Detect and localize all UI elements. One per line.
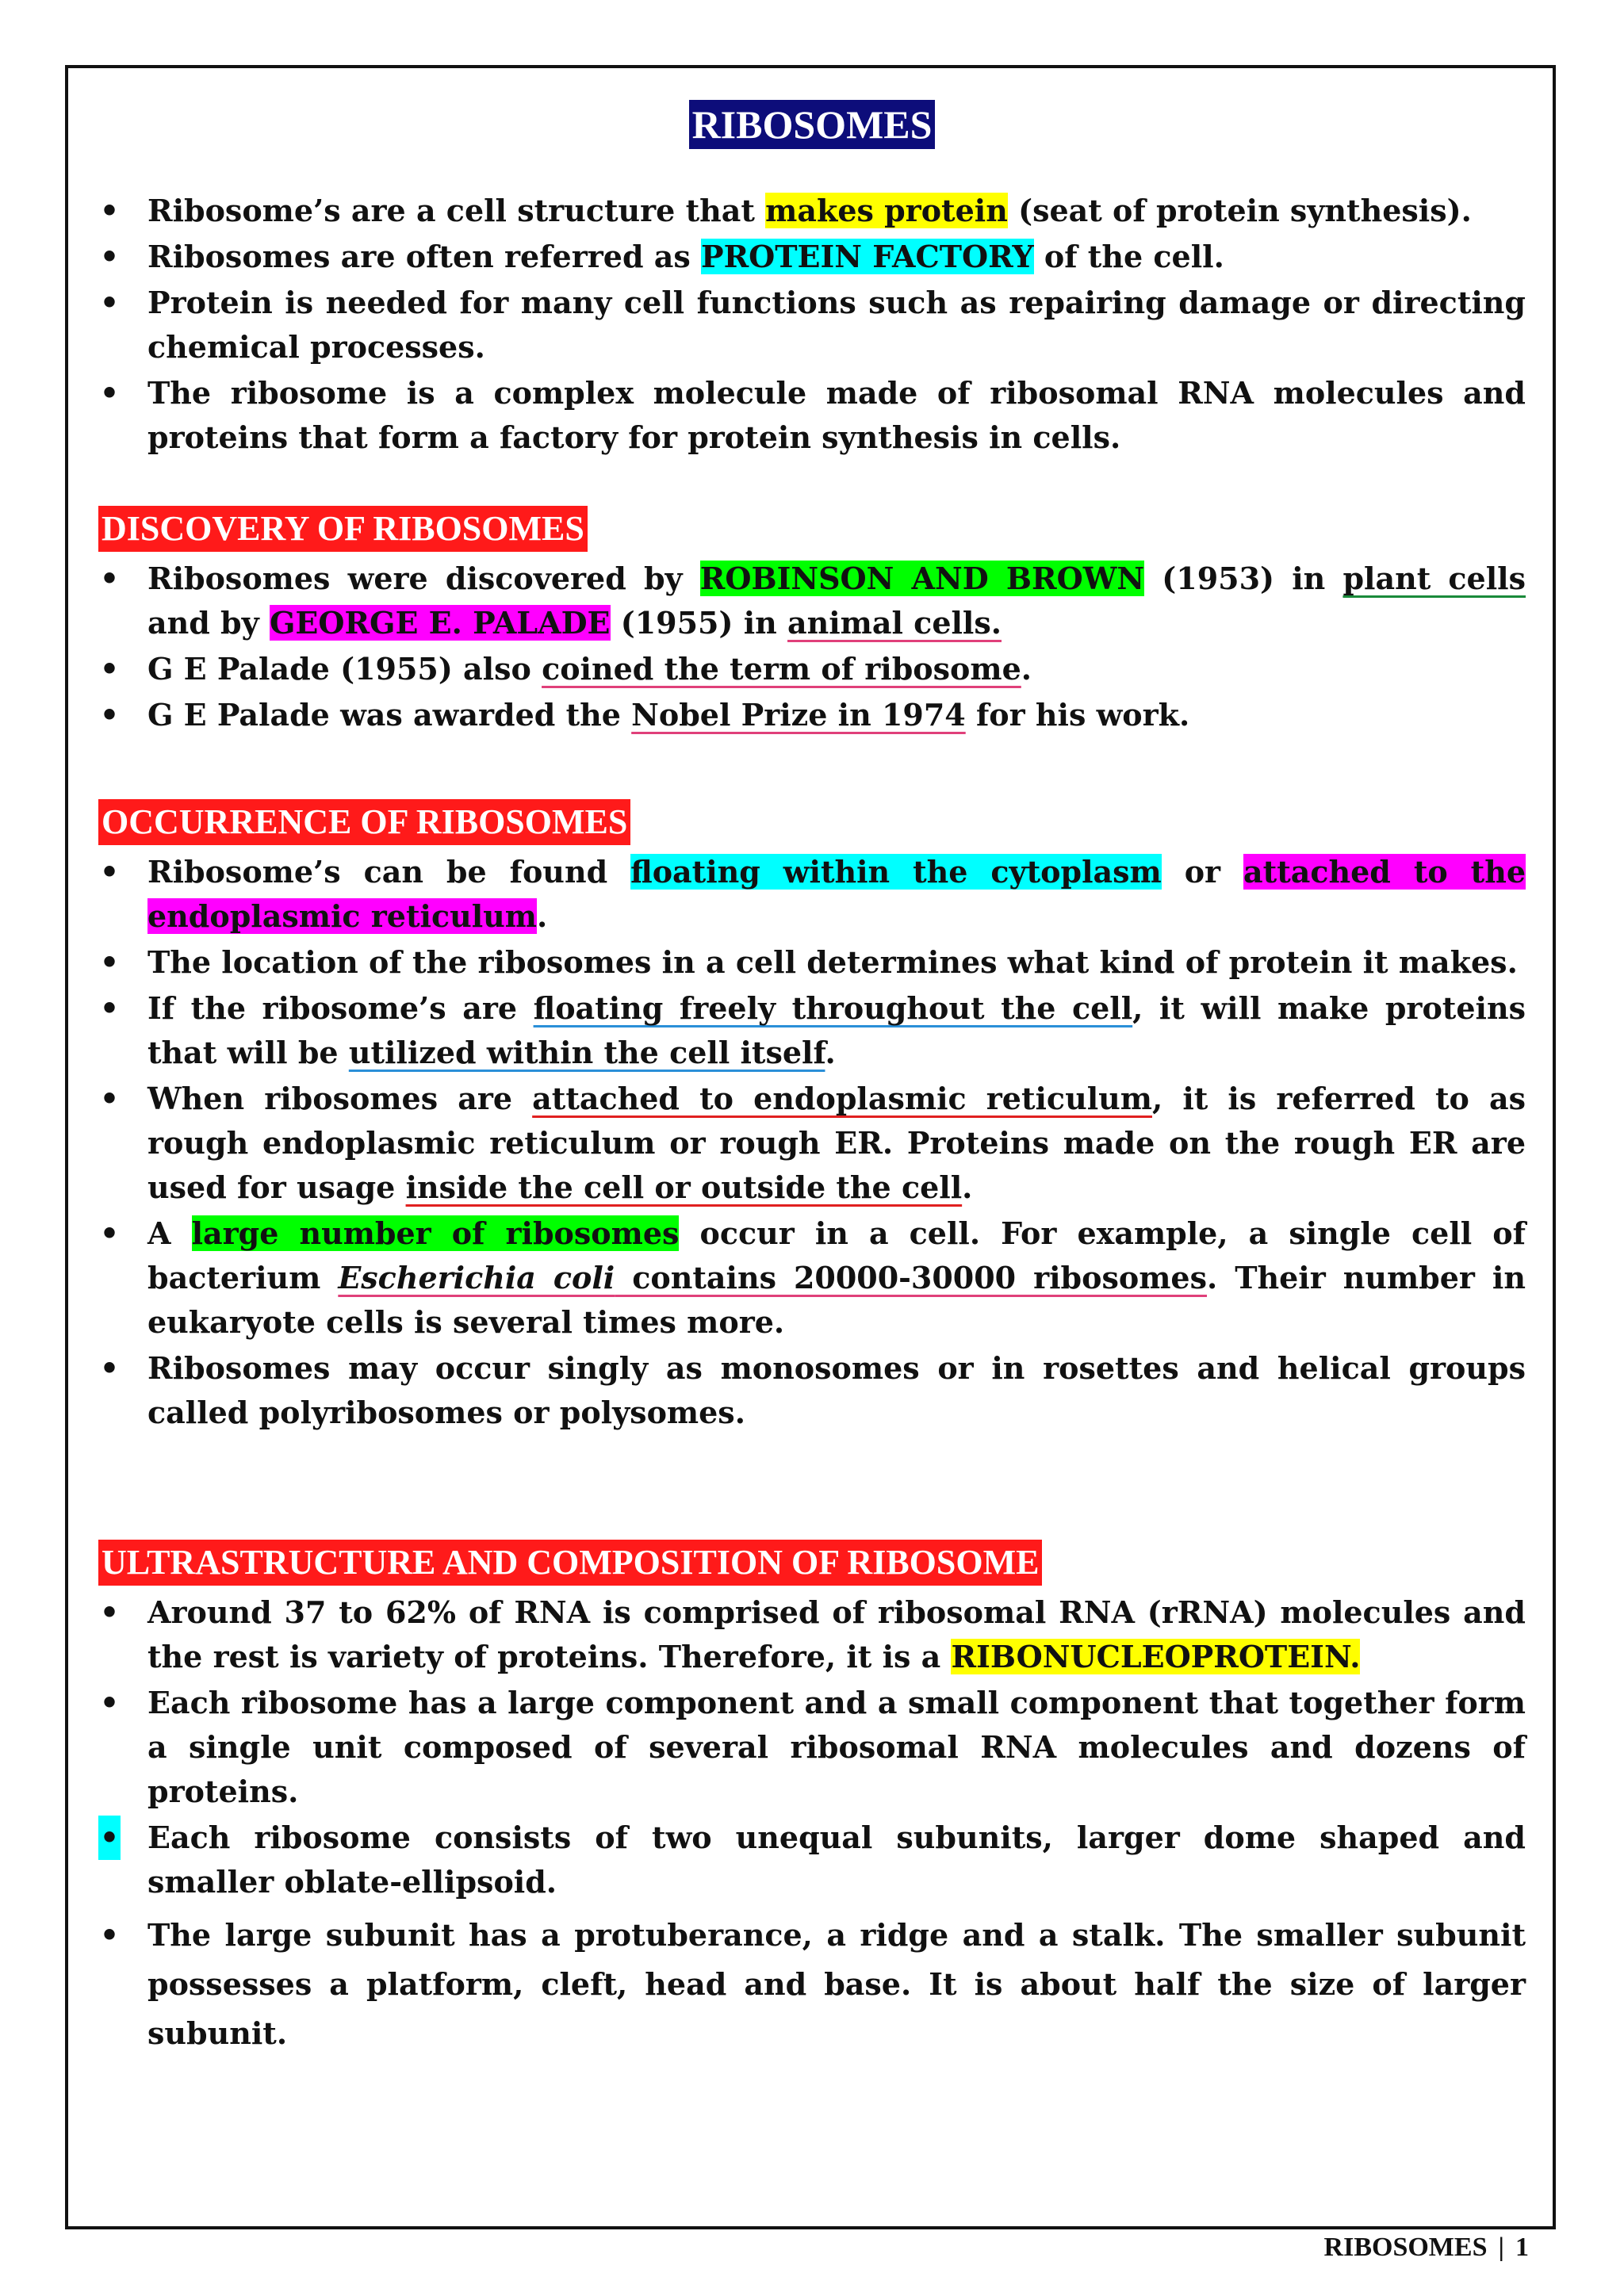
list-item: • When ribosomes are attached to endoplasmic reticulum, it is referred to as rough endoplasmic reticulum or rough ER. Proteins made on the rough ER are used for usage inside the cell or outside the cell. <box>99 1081 1526 1205</box>
section-heading-ultrastructure: ULTRASTRUCTURE AND COMPOSITION OF RIBOSOME <box>98 1540 1042 1586</box>
list-item: • G E Palade was awarded the Nobel Prize in 1974 for his work. <box>99 697 1190 733</box>
intro-list <box>98 189 1526 461</box>
list-item: • Ribosomes were discovered by ROBINSON AND BROWN (1953) in plant cells and by GEORGE E. PALADE (1955) in animal cells. <box>99 561 1526 641</box>
list-item: • A large number of ribosomes occur in a cell. For example, a single cell of bacterium Escherichia coli contains 20000-30000 ribosomes. Their number in eukaryote cells is several times more. <box>99 1215 1526 1340</box>
list-item: • Ribosomes may occur singly as monosomes or in rosettes and helical groups called polyribosomes or polysomes. <box>99 1350 1526 1430</box>
list-item: • Each ribosome consists of two unequal subunits, larger dome shaped and smaller oblate-ellipsoid. <box>98 1816 1526 1904</box>
list-item: • G E Palade (1955) also coined the term of ribosome. <box>99 651 1032 687</box>
list-item: • Ribosome’s can be found floating within the cytoplasm or attached to the endoplasmic reticulum. <box>99 854 1526 934</box>
footer-label: RIBOSOMES <box>1323 2233 1488 2262</box>
list-item: • Around 37 to 62% of RNA is comprised of ribosomal RNA (rRNA) molecules and the rest is variety of proteins. Therefore, it is a RIBONUCLEOPROTEIN. <box>99 1594 1526 1674</box>
occurrence-list <box>98 850 1526 1437</box>
list-item: • Protein is needed for many cell functions such as repairing damage or directing chemical processes. <box>99 285 1526 365</box>
list-item: • The location of the ribosomes in a cell determines what kind of protein it makes. <box>99 944 1518 980</box>
discovery-list <box>98 557 1526 739</box>
footer-separator: | <box>1498 2233 1504 2262</box>
section-heading-occurrence: OCCURRENCE OF RIBOSOMES <box>98 799 630 845</box>
list-item: • If the ribosome’s are floating freely throughout the cell, it will make proteins that will be utilized within the cell itself. <box>99 990 1526 1070</box>
list-item: • The ribosome is a complex molecule made of ribosomal RNA molecules and proteins that form a factory for protein synthesis in cells. <box>99 375 1526 455</box>
ultrastructure-list <box>98 1590 1526 2060</box>
list-item: • Ribosome’s are a cell structure that makes protein (seat of protein synthesis). <box>99 193 1472 228</box>
list-item: • Ribosomes are often referred as PROTEIN FACTORY of the cell. <box>99 239 1224 274</box>
page-footer <box>1324 2233 1529 2263</box>
list-item: • Each ribosome has a large component and a small component that together form a single unit composed of several ribosomal RNA molecules and dozens of proteins. <box>99 1685 1526 1809</box>
highlighted-bullet: • <box>98 1816 121 1860</box>
section-heading-discovery: DISCOVERY OF RIBOSOMES <box>98 506 588 552</box>
page-title: RIBOSOMES <box>689 100 936 149</box>
page-number: 1 <box>1515 2233 1529 2262</box>
list-item: • The large subunit has a protuberance, a ridge and a stalk. The smaller subunit possesses a platform, cleft, head and base. It is about half the size of larger subunit. <box>99 1917 1526 2051</box>
